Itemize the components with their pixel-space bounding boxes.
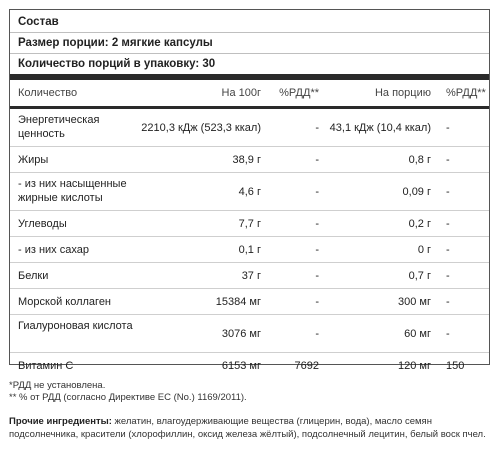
- per100-value: 38,9 г: [232, 154, 261, 166]
- per100-value: 7,7 г: [238, 218, 261, 230]
- per-serving-value: 0,8 г: [408, 154, 431, 166]
- other-ingredients-label: Прочие ингредиенты:: [9, 416, 112, 427]
- servings-per-pack: Количество порций в упаковку: 30: [18, 58, 216, 70]
- rda-value: -: [315, 328, 319, 340]
- nutrient-name: Морской коллаген: [18, 296, 112, 308]
- per100-value: 37 г: [241, 270, 261, 282]
- table-row: [10, 211, 489, 236]
- rda-value: -: [315, 122, 319, 134]
- footnote-1: *РДД не установлена.: [9, 380, 106, 391]
- rda-value: 150: [446, 360, 465, 372]
- table-row: [10, 109, 489, 146]
- per-serving-value: 300 мг: [398, 296, 431, 308]
- other-ingredients-text: желатин, влагоудерживающие вещества (глицерин, вода), масло семян подсолнечника, красители (хлорофиллин, оксид железа жёлтый), подсолнечный лецитин, белый воск пчел.: [9, 416, 486, 440]
- per-serving-value: 43,1 кДж (10,4 ккал): [329, 122, 431, 134]
- table-row: [10, 237, 489, 262]
- divider: [10, 32, 489, 33]
- column-name: Количество: [18, 87, 78, 99]
- per-serving-value: 0 г: [417, 244, 431, 256]
- per100-value: 15384 мг: [215, 296, 261, 308]
- rda-value: -: [315, 244, 319, 256]
- rda-value: -: [446, 328, 450, 340]
- column-header-row: [10, 80, 489, 106]
- nutrient-name: Жиры: [18, 154, 49, 166]
- per-serving-value: 0,09 г: [402, 186, 431, 198]
- per-serving-value: 120 мг: [398, 360, 431, 372]
- nutrient-name: Витамин С: [18, 360, 74, 372]
- column-rda: %РДД**: [446, 87, 486, 99]
- table-row: [10, 315, 489, 352]
- nutrient-name: Углеводы: [18, 218, 67, 230]
- divider: [10, 53, 489, 54]
- nutrient-name: - из них насыщенные жирные кислоты: [18, 178, 127, 204]
- per-serving-value: 0,2 г: [408, 218, 431, 230]
- rda-value: -: [315, 154, 319, 166]
- table-title: Состав: [18, 16, 59, 28]
- nutrient-name: Энергетическая ценность: [18, 114, 100, 140]
- rda-value: -: [446, 296, 450, 308]
- rda-value: 7692: [294, 360, 319, 372]
- per-serving-value: 0,7 г: [408, 270, 431, 282]
- rda-value: -: [446, 218, 450, 230]
- table-row: [10, 289, 489, 314]
- footnote-2: ** % от РДД (согласно Директиве ЕС (No.) 1169/2011).: [9, 392, 247, 403]
- rda-value: -: [446, 244, 450, 256]
- nutrient-name: - из них сахар: [18, 244, 89, 256]
- rda-value: -: [446, 186, 450, 198]
- per100-value: 0,1 г: [238, 244, 261, 256]
- other-ingredients: [9, 415, 489, 441]
- column-rda: %РДД**: [279, 87, 319, 99]
- rda-value: -: [315, 296, 319, 308]
- column-per100: На 100г: [221, 87, 261, 99]
- table-row: [10, 147, 489, 172]
- rda-value: -: [315, 186, 319, 198]
- nutrient-name: Белки: [18, 270, 49, 282]
- table-row: [10, 263, 489, 288]
- nutrient-name: Гиалуроновая кислота: [18, 320, 133, 332]
- per100-value: 2210,3 кДж (523,3 ккал): [141, 122, 261, 134]
- rda-value: -: [315, 270, 319, 282]
- nutrition-table: [9, 9, 490, 372]
- table-row: [10, 353, 489, 378]
- serving-size: Размер порции: 2 мягкие капсулы: [18, 37, 213, 49]
- per100-value: 4,6 г: [238, 186, 261, 198]
- rda-value: -: [315, 218, 319, 230]
- rda-value: -: [446, 270, 450, 282]
- column-per-serving: На порцию: [374, 87, 431, 99]
- table-row: [10, 173, 489, 210]
- rda-value: -: [446, 122, 450, 134]
- per-serving-value: 60 мг: [404, 328, 431, 340]
- rda-value: -: [446, 154, 450, 166]
- per100-value: 6153 мг: [221, 360, 261, 372]
- per100-value: 3076 мг: [221, 328, 261, 340]
